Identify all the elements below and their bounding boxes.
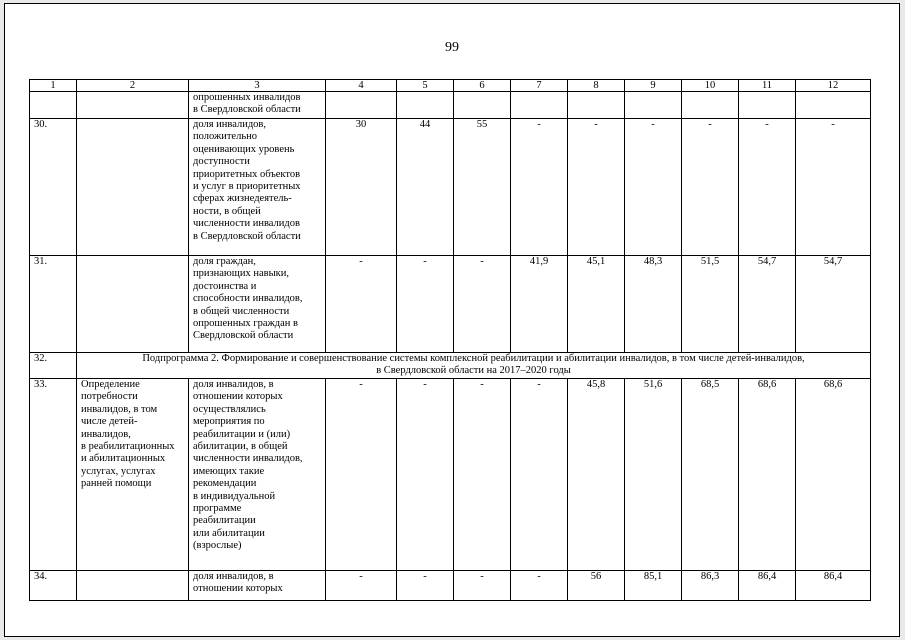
row-number: 34. [30, 571, 77, 601]
value-cell: 68,6 [796, 379, 871, 571]
value-cell: 55 [454, 119, 511, 256]
column-header: 10 [682, 80, 739, 92]
program-cell [77, 256, 189, 353]
table-header-row [30, 80, 871, 92]
column-header: 9 [625, 80, 682, 92]
value-cell: 41,9 [511, 256, 568, 353]
program-cell [77, 92, 189, 119]
column-header: 5 [397, 80, 454, 92]
value-cell: - [326, 379, 397, 571]
value-cell [454, 92, 511, 119]
table-row [30, 571, 871, 601]
value-cell [326, 92, 397, 119]
value-cell: 68,5 [682, 379, 739, 571]
row-number: 31. [30, 256, 77, 353]
value-cell: - [397, 256, 454, 353]
value-cell [625, 92, 682, 119]
indicator-cell: доля инвалидов, положительно оценивающих уровень доступности приоритетных объектов и услуг в приоритетных сферах жизнедеятель- ности, в общей численности инвалидов в Свердловской области [189, 119, 326, 256]
value-cell: - [625, 119, 682, 256]
value-cell: - [511, 571, 568, 601]
indicator-cell: опрошенных инвалидов в Свердловской области [189, 92, 326, 119]
table-row [30, 256, 871, 353]
value-cell: - [511, 379, 568, 571]
value-cell: - [568, 119, 625, 256]
value-cell: 86,4 [796, 571, 871, 601]
value-cell: - [397, 571, 454, 601]
subprogram-row [30, 353, 871, 379]
document-page [4, 3, 900, 637]
program-cell [77, 119, 189, 256]
value-cell: - [682, 119, 739, 256]
value-cell: - [326, 256, 397, 353]
value-cell [739, 92, 796, 119]
column-header: 2 [77, 80, 189, 92]
column-header: 12 [796, 80, 871, 92]
column-header: 3 [189, 80, 326, 92]
value-cell: 30 [326, 119, 397, 256]
table-row [30, 379, 871, 571]
value-cell: - [454, 379, 511, 571]
value-cell: 86,4 [739, 571, 796, 601]
value-cell: - [739, 119, 796, 256]
value-cell: 68,6 [739, 379, 796, 571]
column-header: 4 [326, 80, 397, 92]
row-number: 33. [30, 379, 77, 571]
value-cell [796, 92, 871, 119]
value-cell: 54,7 [796, 256, 871, 353]
value-cell: 86,3 [682, 571, 739, 601]
value-cell: 44 [397, 119, 454, 256]
value-cell: 54,7 [739, 256, 796, 353]
value-cell [511, 92, 568, 119]
value-cell: 48,3 [625, 256, 682, 353]
value-cell: 45,1 [568, 256, 625, 353]
value-cell: - [326, 571, 397, 601]
column-header: 8 [568, 80, 625, 92]
subprogram-title: Подпрограмма 2. Формирование и совершенствование системы комплексной реабилитации и абилитации инвалидов, в том числе детей-инвалидов, в Свердловской области на 2017–2020 годы [77, 353, 871, 379]
value-cell [397, 92, 454, 119]
value-cell: 51,5 [682, 256, 739, 353]
column-header: 1 [30, 80, 77, 92]
column-header: 11 [739, 80, 796, 92]
value-cell: - [397, 379, 454, 571]
value-cell: - [796, 119, 871, 256]
value-cell: 85,1 [625, 571, 682, 601]
indicator-cell: доля инвалидов, в отношении которых осуществлялись мероприятия по реабилитации и (или) абилитации, в общей численности инвалидов, имеющих такие рекомендации в индивидуальной программе реабилитации или абилитации (взрослые) [189, 379, 326, 571]
indicator-cell: доля инвалидов, в отношении которых [189, 571, 326, 601]
program-cell [77, 571, 189, 601]
program-cell: Определение потребности инвалидов, в том числе детей- инвалидов, в реабилитационных и абилитационных услугах, услугах ранней помощи [77, 379, 189, 571]
row-number: 32. [30, 353, 77, 379]
indicator-cell: доля граждан, признающих навыки, достоинства и способности инвалидов, в общей численности опрошенных граждан в Свердловской области [189, 256, 326, 353]
value-cell: 45,8 [568, 379, 625, 571]
row-number [30, 92, 77, 119]
table-row [30, 119, 871, 256]
value-cell: 56 [568, 571, 625, 601]
value-cell: - [454, 571, 511, 601]
column-header: 7 [511, 80, 568, 92]
value-cell [682, 92, 739, 119]
value-cell [568, 92, 625, 119]
indicators-table [29, 79, 871, 601]
page-number: 99 [445, 40, 459, 55]
table-row [30, 92, 871, 119]
column-header: 6 [454, 80, 511, 92]
value-cell: 51,6 [625, 379, 682, 571]
row-number: 30. [30, 119, 77, 256]
value-cell: - [511, 119, 568, 256]
value-cell: - [454, 256, 511, 353]
